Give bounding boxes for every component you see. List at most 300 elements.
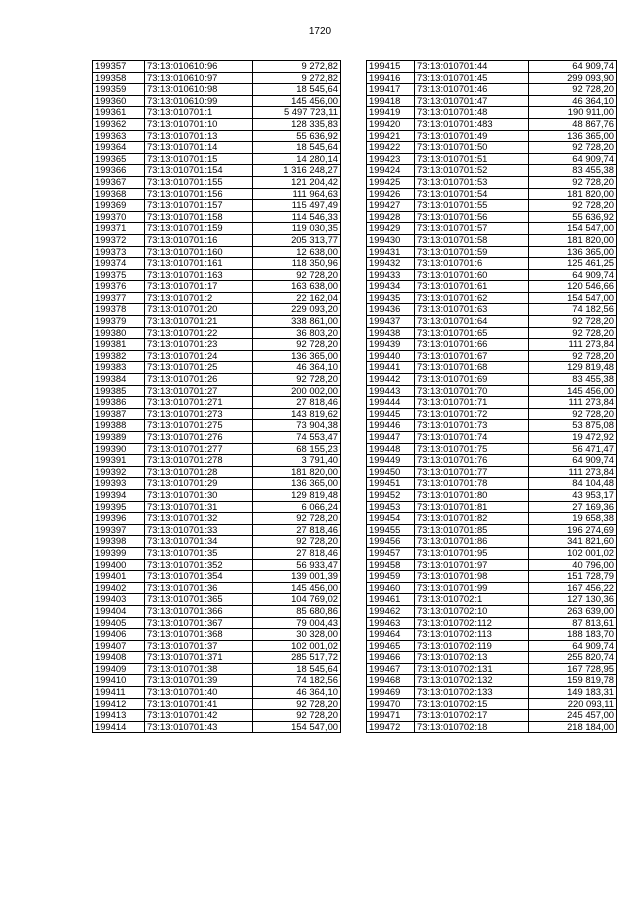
cadastral-value: 190 911,00 [529, 107, 617, 119]
cadastral-value: 104 769,02 [253, 594, 341, 606]
cadastral-value: 338 861,00 [253, 316, 341, 328]
row-number: 199417 [367, 84, 415, 96]
cadastral-value: 79 004,43 [253, 617, 341, 629]
row-number: 199404 [93, 605, 145, 617]
cadastral-value: 154 547,00 [529, 223, 617, 235]
table-row [367, 640, 617, 652]
cadastral-number: 73:13:010701:277 [145, 443, 253, 455]
table-row [367, 153, 617, 165]
table-row [367, 466, 617, 478]
cadastral-number: 73:13:010701:163 [145, 269, 253, 281]
table-row [367, 617, 617, 629]
table-row [367, 316, 617, 328]
cadastral-number: 73:13:010610:98 [145, 84, 253, 96]
table-row [367, 258, 617, 270]
table-row [367, 374, 617, 386]
cadastral-number: 73:13:010702:112 [415, 617, 529, 629]
cadastral-number: 73:13:010701:278 [145, 455, 253, 467]
table-row [367, 350, 617, 362]
cadastral-number: 73:13:010701:52 [415, 165, 529, 177]
row-number: 199424 [367, 165, 415, 177]
cadastral-number: 73:13:010701:31 [145, 501, 253, 513]
row-number: 199409 [93, 663, 145, 675]
table-row [93, 95, 341, 107]
cadastral-value: 9 272,82 [253, 72, 341, 84]
cadastral-value: 263 639,00 [529, 605, 617, 617]
table-row [93, 234, 341, 246]
cadastral-value: 115 497,49 [253, 200, 341, 212]
table-row [93, 663, 341, 675]
table-row [93, 304, 341, 316]
cadastral-value: 55 636,92 [529, 211, 617, 223]
cadastral-value: 245 457,00 [529, 710, 617, 722]
cadastral-number: 73:13:010610:99 [145, 95, 253, 107]
cadastral-number: 73:13:010701:76 [415, 455, 529, 467]
cadastral-number: 73:13:010701:57 [415, 223, 529, 235]
cadastral-number: 73:13:010702:133 [415, 687, 529, 699]
row-number: 199365 [93, 153, 145, 165]
cadastral-number: 73:13:010701:354 [145, 571, 253, 583]
row-number: 199433 [367, 269, 415, 281]
row-number: 199375 [93, 269, 145, 281]
cadastral-number: 73:13:010701:63 [415, 304, 529, 316]
cadastral-number: 73:13:010701:23 [145, 339, 253, 351]
table-row [93, 269, 341, 281]
table-row [93, 397, 341, 409]
cadastral-number: 73:13:010701:352 [145, 559, 253, 571]
table-row [93, 640, 341, 652]
table-row [93, 687, 341, 699]
cadastral-number: 73:13:010702:119 [415, 640, 529, 652]
cadastral-number: 73:13:010701:42 [145, 710, 253, 722]
row-number: 199444 [367, 397, 415, 409]
table-row [93, 559, 341, 571]
row-number: 199366 [93, 165, 145, 177]
cadastral-number: 73:13:010701:60 [415, 269, 529, 281]
cadastral-value: 43 953,17 [529, 489, 617, 501]
table-row [367, 478, 617, 490]
cadastral-number: 73:13:010701:155 [145, 176, 253, 188]
cadastral-value: 154 547,00 [253, 721, 341, 733]
row-number: 199359 [93, 84, 145, 96]
row-number: 199388 [93, 420, 145, 432]
cadastral-value: 92 728,20 [253, 698, 341, 710]
cadastral-number: 73:13:010701:46 [415, 84, 529, 96]
cadastral-number: 73:13:010701:275 [145, 420, 253, 432]
cadastral-number: 73:13:010701:54 [415, 188, 529, 200]
table-row [367, 513, 617, 525]
cadastral-value: 181 820,00 [529, 188, 617, 200]
table-row [367, 61, 617, 73]
cadastral-number: 73:13:010701:158 [145, 211, 253, 223]
table-row [93, 316, 341, 328]
cadastral-value: 136 365,00 [529, 130, 617, 142]
row-number: 199448 [367, 443, 415, 455]
table-row [367, 165, 617, 177]
row-number: 199377 [93, 292, 145, 304]
table-row [367, 536, 617, 548]
row-number: 199463 [367, 617, 415, 629]
table-row [93, 223, 341, 235]
cadastral-number: 73:13:010701:41 [145, 698, 253, 710]
cadastral-number: 73:13:010701:66 [415, 339, 529, 351]
cadastral-number: 73:13:010701:49 [415, 130, 529, 142]
cadastral-value: 205 313,77 [253, 234, 341, 246]
table-row [93, 524, 341, 536]
cadastral-value: 139 001,39 [253, 571, 341, 583]
table-row [93, 629, 341, 641]
row-number: 199467 [367, 663, 415, 675]
table-row [367, 397, 617, 409]
table-row [367, 362, 617, 374]
cadastral-value: 200 002,00 [253, 385, 341, 397]
row-number: 199458 [367, 559, 415, 571]
cadastral-number: 73:13:010701:86 [415, 536, 529, 548]
cadastral-value: 27 818,46 [253, 524, 341, 536]
row-number: 199412 [93, 698, 145, 710]
table-row [367, 234, 617, 246]
cadastral-number: 73:13:010701:34 [145, 536, 253, 548]
row-number: 199464 [367, 629, 415, 641]
cadastral-number: 73:13:010701:71 [415, 397, 529, 409]
cadastral-number: 73:13:010701:24 [145, 350, 253, 362]
cadastral-value: 229 093,20 [253, 304, 341, 316]
row-number: 199396 [93, 513, 145, 525]
table-row [93, 165, 341, 177]
cadastral-value: 92 728,20 [529, 316, 617, 328]
table-row [367, 130, 617, 142]
table-row [367, 559, 617, 571]
cadastral-value: 118 350,96 [253, 258, 341, 270]
cadastral-value: 111 273,84 [529, 397, 617, 409]
cadastral-number: 73:13:010701:271 [145, 397, 253, 409]
row-number: 199462 [367, 605, 415, 617]
cadastral-value: 154 547,00 [529, 292, 617, 304]
cadastral-number: 73:13:010701:85 [415, 524, 529, 536]
cadastral-value: 18 545,64 [253, 84, 341, 96]
cadastral-value: 74 182,56 [529, 304, 617, 316]
row-number: 199408 [93, 652, 145, 664]
cadastral-number: 73:13:010701:33 [145, 524, 253, 536]
cadastral-value: 74 553,47 [253, 432, 341, 444]
cadastral-number: 73:13:010701:58 [415, 234, 529, 246]
cadastral-value: 5 497 723,11 [253, 107, 341, 119]
row-number: 199471 [367, 710, 415, 722]
cadastral-number: 73:13:010702:10 [415, 605, 529, 617]
row-number: 199364 [93, 142, 145, 154]
table-row [367, 72, 617, 84]
cadastral-number: 73:13:010701:97 [415, 559, 529, 571]
cadastral-number: 73:13:010701:25 [145, 362, 253, 374]
cadastral-value: 341 821,60 [529, 536, 617, 548]
cadastral-number: 73:13:010701:64 [415, 316, 529, 328]
table-row [367, 594, 617, 606]
table-row [93, 547, 341, 559]
row-number: 199399 [93, 547, 145, 559]
cadastral-value: 19 658,38 [529, 513, 617, 525]
cadastral-number: 73:13:010701:70 [415, 385, 529, 397]
table-row [367, 687, 617, 699]
cadastral-value: 92 728,20 [253, 339, 341, 351]
cadastral-number: 73:13:010702:113 [415, 629, 529, 641]
row-number: 199450 [367, 466, 415, 478]
table-row [93, 339, 341, 351]
cadastral-number: 73:13:010701:159 [145, 223, 253, 235]
cadastral-number: 73:13:010701:14 [145, 142, 253, 154]
cadastral-number: 73:13:010610:96 [145, 61, 253, 73]
table-row [93, 432, 341, 444]
row-number: 199446 [367, 420, 415, 432]
cadastral-number: 73:13:010701:157 [145, 200, 253, 212]
cadastral-value: 85 680,86 [253, 605, 341, 617]
cadastral-number: 73:13:010701:276 [145, 432, 253, 444]
cadastral-number: 73:13:010701:154 [145, 165, 253, 177]
row-number: 199363 [93, 130, 145, 142]
cadastral-value: 64 909,74 [529, 269, 617, 281]
row-number: 199410 [93, 675, 145, 687]
cadastral-number: 73:13:010701:156 [145, 188, 253, 200]
cadastral-number: 73:13:010701:2 [145, 292, 253, 304]
row-number: 199428 [367, 211, 415, 223]
cadastral-number: 73:13:010702:15 [415, 698, 529, 710]
cadastral-number: 73:13:010701:61 [415, 281, 529, 293]
cadastral-number: 73:13:010701:35 [145, 547, 253, 559]
cadastral-value: 120 546,66 [529, 281, 617, 293]
row-number: 199371 [93, 223, 145, 235]
row-number: 199397 [93, 524, 145, 536]
table-row [93, 246, 341, 258]
cadastral-number: 73:13:010701:74 [415, 432, 529, 444]
cadastral-value: 92 728,20 [253, 374, 341, 386]
cadastral-value: 129 819,48 [253, 489, 341, 501]
cadastral-number: 73:13:010702:18 [415, 721, 529, 733]
table-row [367, 95, 617, 107]
row-number: 199431 [367, 246, 415, 258]
cadastral-value: 19 472,92 [529, 432, 617, 444]
table-row [93, 327, 341, 339]
cadastral-number: 73:13:010701:65 [415, 327, 529, 339]
row-number: 199367 [93, 176, 145, 188]
cadastral-number: 73:13:010702:132 [415, 675, 529, 687]
table-row [93, 84, 341, 96]
table-row [93, 211, 341, 223]
cadastral-number: 73:13:010701:483 [415, 118, 529, 130]
row-number: 199416 [367, 72, 415, 84]
cadastral-number: 73:13:010701:78 [415, 478, 529, 490]
table-row [93, 698, 341, 710]
table-row [367, 292, 617, 304]
table-row [367, 571, 617, 583]
row-number: 199456 [367, 536, 415, 548]
table-row [367, 107, 617, 119]
cadastral-value: 83 455,38 [529, 374, 617, 386]
row-number: 199427 [367, 200, 415, 212]
cadastral-value: 159 819,78 [529, 675, 617, 687]
table-row [367, 408, 617, 420]
cadastral-number: 73:13:010701:44 [415, 61, 529, 73]
table-row [93, 362, 341, 374]
cadastral-value: 14 280,14 [253, 153, 341, 165]
row-number: 199432 [367, 258, 415, 270]
table-row [93, 675, 341, 687]
table-row [367, 432, 617, 444]
row-number: 199360 [93, 95, 145, 107]
row-number: 199425 [367, 176, 415, 188]
row-number: 199460 [367, 582, 415, 594]
cadastral-value: 92 728,20 [529, 408, 617, 420]
cadastral-value: 111 964,63 [253, 188, 341, 200]
cadastral-value: 92 728,20 [253, 536, 341, 548]
cadastral-value: 55 636,92 [253, 130, 341, 142]
row-number: 199455 [367, 524, 415, 536]
table-row [93, 594, 341, 606]
table-row [93, 501, 341, 513]
cadastral-value: 56 471,47 [529, 443, 617, 455]
row-number: 199415 [367, 61, 415, 73]
table-row [367, 304, 617, 316]
cadastral-number: 73:13:010701:40 [145, 687, 253, 699]
cadastral-number: 73:13:010701:1 [145, 107, 253, 119]
cadastral-value: 181 820,00 [529, 234, 617, 246]
table-row [93, 176, 341, 188]
cadastral-value: 3 791,40 [253, 455, 341, 467]
row-number: 199407 [93, 640, 145, 652]
cadastral-number: 73:13:010701:50 [415, 142, 529, 154]
cadastral-number: 73:13:010701:15 [145, 153, 253, 165]
cadastral-number: 73:13:010701:16 [145, 234, 253, 246]
row-number: 199406 [93, 629, 145, 641]
cadastral-value: 125 461,25 [529, 258, 617, 270]
row-number: 199423 [367, 153, 415, 165]
cadastral-number: 73:13:010701:38 [145, 663, 253, 675]
table-row [93, 571, 341, 583]
cadastral-number: 73:13:010701:77 [415, 466, 529, 478]
table-row [93, 536, 341, 548]
row-number: 199422 [367, 142, 415, 154]
cadastral-value: 111 273,84 [529, 466, 617, 478]
row-number: 199381 [93, 339, 145, 351]
row-number: 199430 [367, 234, 415, 246]
cadastral-value: 64 909,74 [529, 640, 617, 652]
row-number: 199447 [367, 432, 415, 444]
cadastral-value: 121 204,42 [253, 176, 341, 188]
row-number: 199441 [367, 362, 415, 374]
table-row [93, 107, 341, 119]
cadastral-number: 73:13:010701:47 [415, 95, 529, 107]
row-number: 199368 [93, 188, 145, 200]
cadastral-number: 73:13:010702:17 [415, 710, 529, 722]
row-number: 199357 [93, 61, 145, 73]
cadastral-number: 73:13:010701:55 [415, 200, 529, 212]
cadastral-number: 73:13:010701:273 [145, 408, 253, 420]
row-number: 199454 [367, 513, 415, 525]
table-row [367, 547, 617, 559]
cadastral-number: 73:13:010701:95 [415, 547, 529, 559]
row-number: 199376 [93, 281, 145, 293]
row-number: 199452 [367, 489, 415, 501]
table-row [93, 130, 341, 142]
cadastral-number: 73:13:010701:51 [415, 153, 529, 165]
row-number: 199395 [93, 501, 145, 513]
row-number: 199438 [367, 327, 415, 339]
row-number: 199380 [93, 327, 145, 339]
cadastral-value: 220 093,11 [529, 698, 617, 710]
row-number: 199411 [93, 687, 145, 699]
cadastral-number: 73:13:010701:20 [145, 304, 253, 316]
row-number: 199442 [367, 374, 415, 386]
table-row [93, 408, 341, 420]
cadastral-value: 92 728,20 [529, 84, 617, 96]
cadastral-value: 18 545,64 [253, 142, 341, 154]
table-row [93, 153, 341, 165]
row-number: 199405 [93, 617, 145, 629]
row-number: 199393 [93, 478, 145, 490]
table-row [367, 420, 617, 432]
cadastral-value: 92 728,20 [529, 350, 617, 362]
cadastral-number: 73:13:010701:53 [415, 176, 529, 188]
row-number: 199362 [93, 118, 145, 130]
cadastral-value: 92 728,20 [253, 710, 341, 722]
table-row [367, 327, 617, 339]
cadastral-value: 64 909,74 [529, 61, 617, 73]
row-number: 199469 [367, 687, 415, 699]
table-row [93, 478, 341, 490]
table-row [93, 350, 341, 362]
cadastral-value: 163 638,00 [253, 281, 341, 293]
cadastral-value: 145 456,00 [529, 385, 617, 397]
table-row [93, 420, 341, 432]
cadastral-value: 84 104,48 [529, 478, 617, 490]
cadastral-number: 73:13:010701:368 [145, 629, 253, 641]
cadastral-value: 92 728,20 [529, 142, 617, 154]
cadastral-number: 73:13:010701:59 [415, 246, 529, 258]
cadastral-number: 73:13:010701:10 [145, 118, 253, 130]
cadastral-value: 36 803,20 [253, 327, 341, 339]
row-number: 199384 [93, 374, 145, 386]
cadastral-number: 73:13:010701:29 [145, 478, 253, 490]
table-row [93, 582, 341, 594]
cadastral-number: 73:13:010701:160 [145, 246, 253, 258]
row-number: 199401 [93, 571, 145, 583]
cadastral-number: 73:13:010701:80 [415, 489, 529, 501]
table-row [367, 211, 617, 223]
cadastral-value: 167 456,22 [529, 582, 617, 594]
cadastral-number: 73:13:010701:62 [415, 292, 529, 304]
table-row [367, 698, 617, 710]
table-row [367, 269, 617, 281]
row-number: 199466 [367, 652, 415, 664]
table-row [367, 118, 617, 130]
cadastral-number: 73:13:010610:97 [145, 72, 253, 84]
table-row [367, 385, 617, 397]
row-number: 199387 [93, 408, 145, 420]
row-number: 199443 [367, 385, 415, 397]
cadastral-value: 136 365,00 [529, 246, 617, 258]
row-number: 199465 [367, 640, 415, 652]
cadastral-number: 73:13:010701:37 [145, 640, 253, 652]
row-number: 199435 [367, 292, 415, 304]
cadastral-value: 18 545,64 [253, 663, 341, 675]
table-row [367, 663, 617, 675]
cadastral-number: 73:13:010701:73 [415, 420, 529, 432]
cadastral-number: 73:13:010701:81 [415, 501, 529, 513]
row-number: 199391 [93, 455, 145, 467]
cadastral-number: 73:13:010701:32 [145, 513, 253, 525]
row-number: 199461 [367, 594, 415, 606]
cadastral-value: 1 316 248,27 [253, 165, 341, 177]
cadastral-number: 73:13:010701:28 [145, 466, 253, 478]
row-number: 199420 [367, 118, 415, 130]
